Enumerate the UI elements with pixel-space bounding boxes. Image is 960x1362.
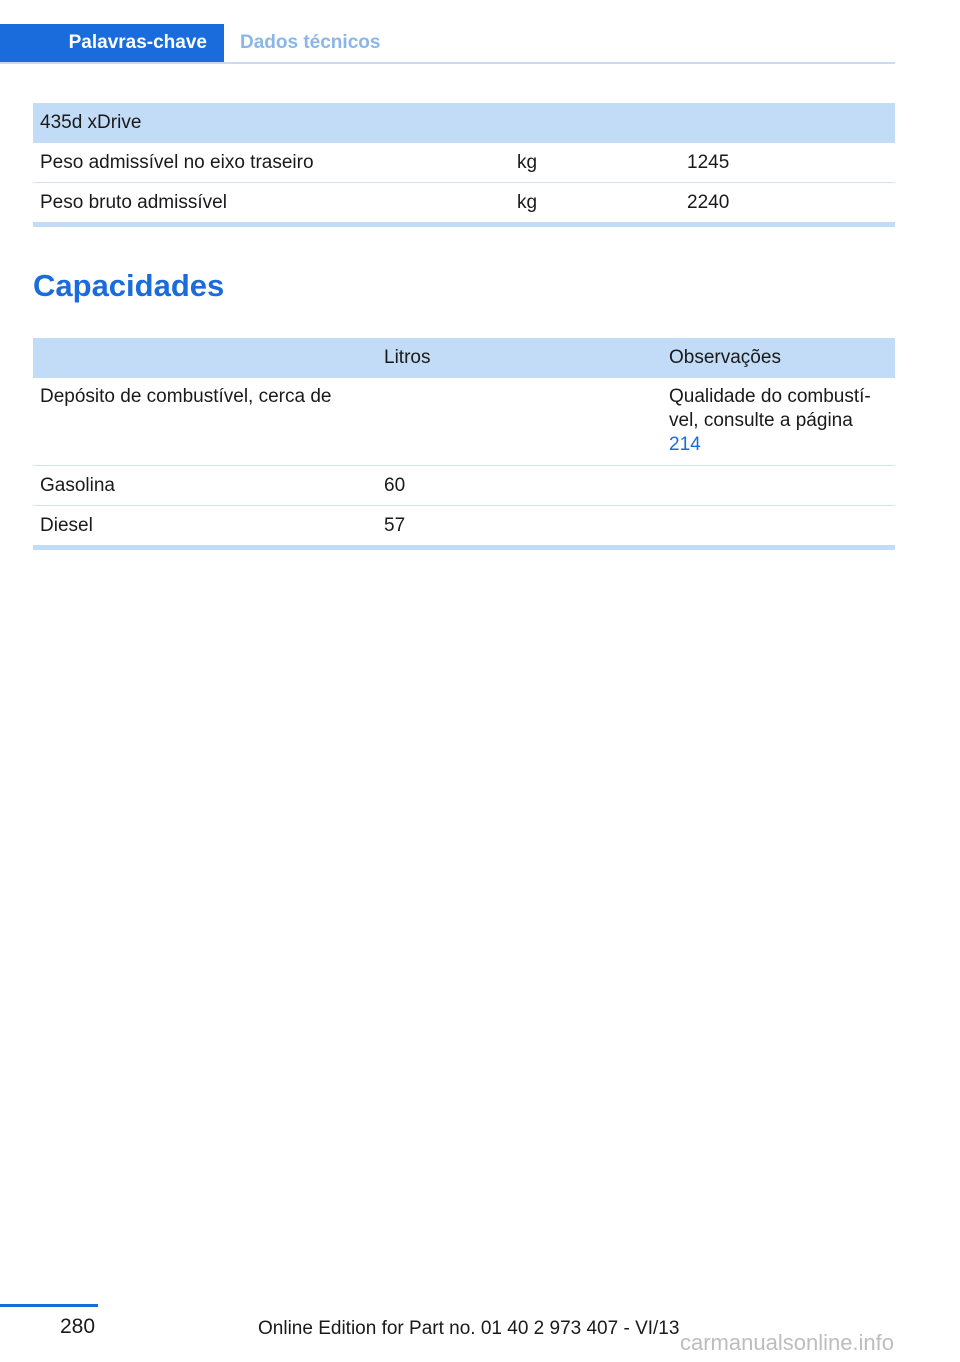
table-row bbox=[33, 506, 895, 548]
section-title: Capacidades bbox=[33, 268, 225, 303]
table-row bbox=[33, 183, 895, 225]
row-litros bbox=[377, 378, 662, 466]
capacities-table bbox=[33, 338, 895, 550]
model-header: 435d xDrive bbox=[33, 103, 895, 143]
row-value: 1245 bbox=[680, 143, 895, 183]
row-unit: kg bbox=[510, 183, 680, 225]
col-header-observacoes: Observações bbox=[662, 338, 895, 378]
row-observacoes bbox=[662, 466, 895, 506]
row-unit: kg bbox=[510, 143, 680, 183]
page-number: 280 bbox=[60, 1315, 96, 1338]
footer-accent-line bbox=[0, 1304, 98, 1307]
row-litros: 60 bbox=[377, 466, 662, 506]
row-label: Peso bruto admissível bbox=[33, 183, 510, 225]
tab-palavras-chave[interactable]: Palavras-chave bbox=[0, 24, 224, 62]
row-observacoes bbox=[662, 506, 895, 548]
col-header-item bbox=[33, 338, 377, 378]
watermark: carmanualsonline.info bbox=[680, 1330, 895, 1355]
obs-line-1: Qualidade do combustí- bbox=[669, 386, 871, 407]
row-item: Diesel bbox=[33, 506, 377, 548]
table-header-row bbox=[33, 103, 895, 143]
row-value: 2240 bbox=[680, 183, 895, 225]
edition-text: Online Edition for Part no. 01 40 2 973 407 - VI/13 bbox=[258, 1318, 680, 1339]
row-litros: 57 bbox=[377, 506, 662, 548]
weights-table bbox=[33, 103, 895, 227]
page-link[interactable]: 214 bbox=[669, 434, 701, 455]
table-row bbox=[33, 378, 895, 466]
col-header-litros: Litros bbox=[377, 338, 662, 378]
tab-dados-tecnicos[interactable]: Dados técnicos bbox=[240, 32, 381, 53]
header-tabbar bbox=[0, 24, 895, 64]
row-item: Depósito de combustível, cerca de bbox=[33, 378, 377, 466]
table-header-row bbox=[33, 338, 895, 378]
table-row bbox=[33, 143, 895, 183]
table-row bbox=[33, 466, 895, 506]
row-observacoes bbox=[662, 378, 895, 466]
obs-line-2: vel, consulte a página bbox=[669, 410, 853, 431]
row-item: Gasolina bbox=[33, 466, 377, 506]
row-label: Peso admissível no eixo traseiro bbox=[33, 143, 510, 183]
